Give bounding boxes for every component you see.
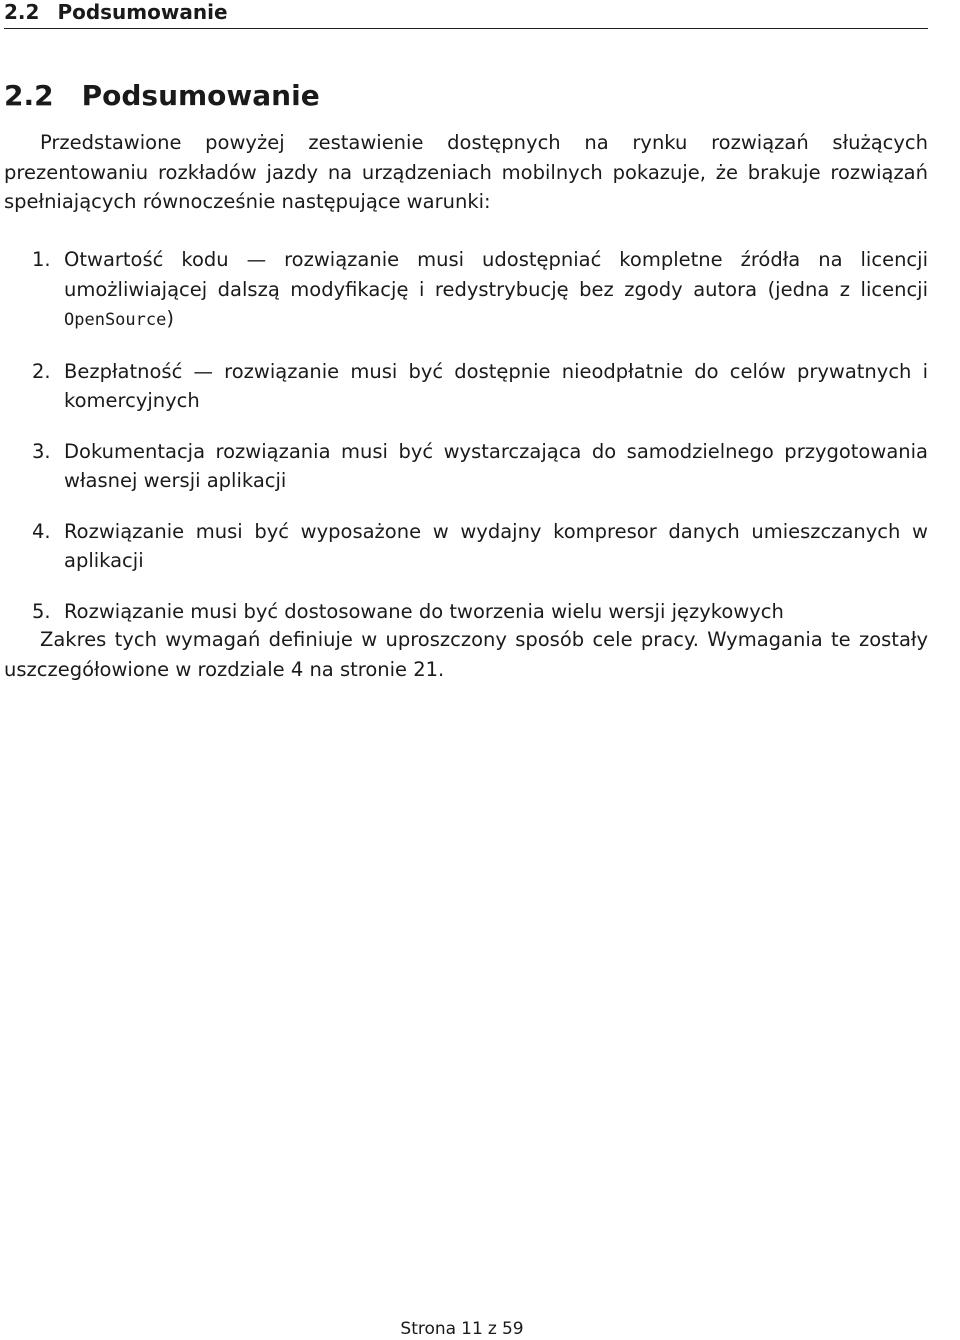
requirement-code: OpenSource: [64, 310, 167, 330]
page-footer: [0, 1318, 924, 1340]
requirement-item-2: [4, 357, 928, 416]
requirement-index: 1.: [32, 248, 51, 271]
requirement-item-4: [4, 517, 928, 576]
requirement-text: Dokumentacja rozwiązania musi być wystarczająca do samodzielnego przygotowania własnej wersji aplikacji: [64, 439, 928, 492]
summary-paragraph: Zakres tych wymagań definiuje w uproszczony sposób cele pracy. Wymagania te zostały uszczegółowione w rozdziale 4 na stronie 21.: [4, 628, 928, 681]
section-number: 2.2: [4, 79, 54, 112]
footer-total-pages: 59: [501, 1319, 524, 1339]
requirement-index: 4.: [32, 519, 51, 543]
requirement-text: Bezpłatność — rozwiązanie musi być dostępnie nieodpłatnie do celów prywatnych i komercyjnych: [64, 359, 928, 412]
running-header-title: Podsumowanie: [57, 0, 228, 24]
requirement-item-5: [4, 597, 928, 627]
footer-page-number: 11: [461, 1319, 483, 1339]
section-heading: [4, 78, 320, 114]
requirement-item-1: [4, 245, 928, 336]
footer-label: Strona: [400, 1319, 457, 1339]
requirement-text: Rozwiązanie musi być dostosowane do tworzenia wielu wersji językowych: [64, 599, 784, 623]
requirements-list: [4, 245, 928, 647]
intro-paragraph: Przedstawione powyżej zestawienie dostępnych na rynku rozwiązań służących prezentowaniu rozkładów jazdy na urządzeniach mobilnych pokazuje, że brakuje rozwiązań spełniających równocześnie następujące warunki:: [4, 131, 928, 213]
footer-separator: z: [487, 1319, 497, 1339]
section-title: Podsumowanie: [81, 79, 320, 112]
requirement-index: 5.: [32, 599, 51, 623]
requirement-text: Otwartość kodu — rozwiązanie musi udostępniać kompletne źródła na licencji umożliwiającej dalszą modyfikację i redystrybucję bez zgody autora (jedna z licencji: [64, 248, 928, 301]
requirement-index: 3.: [32, 439, 51, 463]
running-header-number: 2.2: [4, 0, 40, 24]
running-header: [4, 0, 928, 29]
requirement-index: 2.: [32, 359, 51, 383]
requirement-item-3: [4, 437, 928, 496]
requirement-text: Rozwiązanie musi być wyposażone w wydajny kompresor danych umieszczanych w aplikacji: [64, 519, 928, 572]
requirement-text-end: ): [166, 307, 174, 330]
